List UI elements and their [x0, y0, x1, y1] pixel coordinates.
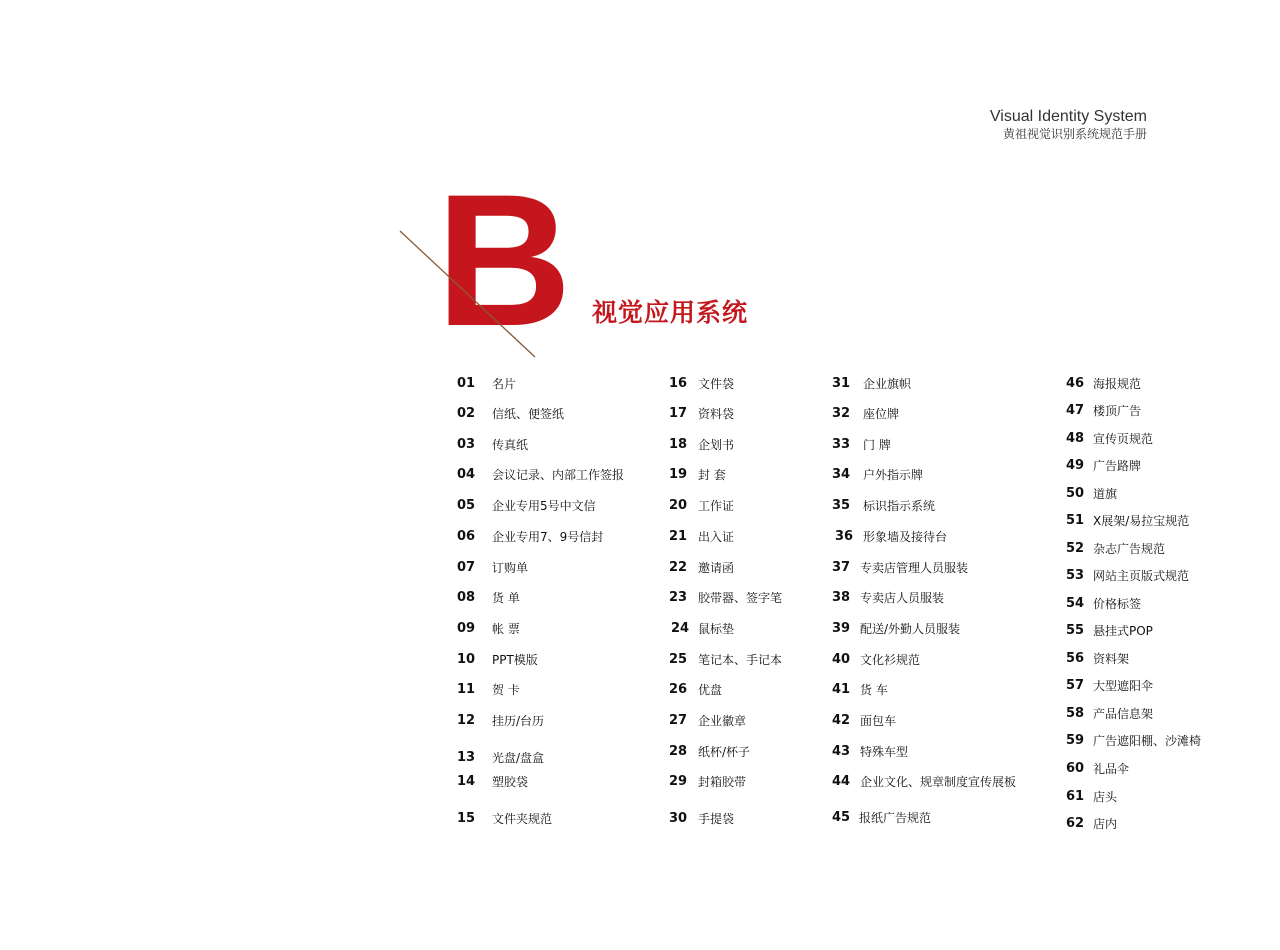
- toc-item-number: 07: [457, 560, 476, 575]
- toc-item-label: 鼠标垫: [698, 622, 735, 636]
- toc-item-number: 28: [669, 744, 688, 759]
- toc-item-number: 06: [457, 529, 476, 544]
- toc-item-label: 报纸广告规范: [859, 811, 932, 825]
- toc-item-label: 大型遮阳伞: [1093, 679, 1154, 693]
- toc-item-number: 59: [1066, 733, 1085, 748]
- toc-item-number: 17: [669, 406, 688, 421]
- toc-item-number: 27: [669, 713, 688, 728]
- toc-item-number: 14: [457, 774, 476, 789]
- toc-item-number: 61: [1066, 789, 1085, 804]
- toc-item-number: 46: [1066, 376, 1085, 391]
- toc-item-number: 48: [1066, 431, 1085, 446]
- toc-item-number: 02: [457, 406, 476, 421]
- toc-item-label: 道旗: [1093, 487, 1118, 501]
- toc-item-number: 19: [669, 467, 688, 482]
- toc-item-number: 52: [1066, 541, 1085, 556]
- toc-item-label: 文化衫规范: [860, 653, 921, 667]
- toc-item-label: 企业旗帜: [863, 377, 912, 391]
- toc-item-label: 店内: [1093, 817, 1118, 831]
- toc-item-label: 工作证: [698, 499, 735, 513]
- header: [990, 107, 1147, 142]
- toc-item-label: 面包车: [860, 714, 897, 728]
- toc-item-label: 胶带器、签字笔: [698, 591, 783, 605]
- toc-item-number: 45: [832, 810, 851, 825]
- toc-item-label: 文件夹规范: [492, 812, 553, 826]
- toc-item-number: 15: [457, 811, 476, 826]
- toc-item-number: 20: [669, 498, 688, 513]
- toc-item-label: 邀请函: [698, 561, 735, 575]
- toc-item-label: 光盘/盘盒: [492, 751, 545, 765]
- toc-item-number: 41: [832, 682, 851, 697]
- toc-item-label: 笔记本、手记本: [698, 653, 783, 667]
- toc-item-label: 纸杯/杯子: [698, 745, 751, 759]
- toc-item-number: 09: [457, 621, 476, 636]
- toc-item-number: 62: [1066, 816, 1085, 831]
- toc-item-label: 广告遮阳棚、沙滩椅: [1093, 734, 1202, 748]
- toc-item-label: 宣传页规范: [1093, 432, 1154, 446]
- toc-item-number: 18: [669, 437, 688, 452]
- toc-item-label: 手提袋: [698, 812, 735, 826]
- toc-item-label: 名片: [492, 377, 517, 391]
- toc-item-number: 50: [1066, 486, 1085, 501]
- toc-item-label: 优盘: [698, 683, 723, 697]
- section-title: 视觉应用系统: [592, 298, 749, 327]
- toc-item-number: 04: [457, 467, 476, 482]
- toc-item-label: 网站主页版式规范: [1093, 569, 1190, 583]
- toc-item-number: 38: [832, 590, 851, 605]
- toc-item-label: 企业专用5号中文信: [492, 499, 596, 513]
- toc-item-number: 13: [457, 750, 476, 765]
- toc-item-label: 广告路牌: [1093, 459, 1142, 473]
- toc-item-number: 30: [669, 811, 688, 826]
- section-letter: B: [436, 155, 572, 365]
- toc-item-number: 39: [832, 621, 851, 636]
- toc-item-label: 特殊车型: [860, 745, 909, 759]
- toc-item-label: 封 套: [698, 468, 726, 482]
- toc-item-number: 11: [457, 682, 476, 697]
- toc-item-number: 34: [832, 467, 851, 482]
- toc-item-label: 产品信息架: [1093, 707, 1154, 721]
- toc-item-label: 货 车: [860, 683, 888, 697]
- toc-item-label: 海报规范: [1093, 377, 1142, 391]
- toc-item-label: 户外指示牌: [863, 468, 924, 482]
- toc-item-label: PPT模版: [492, 653, 538, 667]
- toc-item-number: 36: [835, 529, 854, 544]
- toc-item-label: 专卖店管理人员服装: [860, 561, 969, 575]
- toc-item-label: 文件袋: [698, 377, 735, 391]
- toc-item-label: 货 单: [492, 591, 520, 605]
- toc-item-number: 31: [832, 376, 851, 391]
- toc-item-label: 专卖店人员服装: [860, 591, 945, 605]
- toc-item-label: 封箱胶带: [698, 775, 747, 789]
- toc-item-number: 58: [1066, 706, 1085, 721]
- toc-item-number: 10: [457, 652, 476, 667]
- toc-item-label: 价格标签: [1093, 597, 1142, 611]
- toc-item-label: 店头: [1093, 790, 1118, 804]
- toc-item-label: 杂志广告规范: [1093, 542, 1166, 556]
- toc-item-label: 传真纸: [492, 438, 529, 452]
- toc-item-number: 43: [832, 744, 851, 759]
- toc-item-label: 出入证: [698, 530, 735, 544]
- toc-item-number: 47: [1066, 403, 1085, 418]
- toc-item-number: 26: [669, 682, 688, 697]
- toc-item-label: 门 牌: [863, 438, 891, 452]
- toc-item-number: 49: [1066, 458, 1085, 473]
- toc-item-number: 37: [832, 560, 851, 575]
- toc-item-label: 企划书: [698, 438, 735, 452]
- toc-item-label: 会议记录、内部工作签报: [492, 468, 625, 482]
- toc-item-number: 22: [669, 560, 688, 575]
- toc-item-label: 信纸、便签纸: [492, 407, 565, 421]
- toc-item-number: 57: [1066, 678, 1085, 693]
- toc-item-number: 53: [1066, 568, 1085, 583]
- toc-item-number: 05: [457, 498, 476, 513]
- toc-item-label: 礼品伞: [1093, 762, 1130, 776]
- toc-item-number: 60: [1066, 761, 1085, 776]
- toc-item-number: 35: [832, 498, 851, 513]
- toc-item-number: 03: [457, 437, 476, 452]
- toc-item-number: 16: [669, 376, 688, 391]
- toc-item-label: 标识指示系统: [863, 499, 936, 513]
- toc-item-label: 挂历/台历: [492, 714, 545, 728]
- toc-item-number: 29: [669, 774, 688, 789]
- toc-item-label: 资料架: [1093, 652, 1130, 666]
- diagonal-slash-line: [398, 229, 538, 359]
- toc-item-number: 24: [671, 621, 690, 636]
- header-title-en: Visual Identity System: [989, 108, 1147, 125]
- toc-item-number: 23: [669, 590, 688, 605]
- toc-item-label: 帐 票: [492, 622, 520, 636]
- toc-item-label: 资料袋: [698, 407, 735, 421]
- toc-item-number: 56: [1066, 651, 1085, 666]
- toc-item-number: 25: [669, 652, 688, 667]
- toc-item-number: 08: [457, 590, 476, 605]
- toc-item-number: 01: [457, 376, 476, 391]
- toc-item-label: 企业徽章: [698, 714, 747, 728]
- toc-item-number: 12: [457, 713, 476, 728]
- header-title-cn: 黄祖视觉识别系统规范手册: [1002, 127, 1147, 141]
- toc-item-number: 33: [832, 437, 851, 452]
- toc-item-label: 塑胶袋: [492, 775, 529, 789]
- toc-item-label: 悬挂式POP: [1093, 624, 1153, 638]
- toc-item-number: 42: [832, 713, 851, 728]
- toc-item-number: 44: [832, 774, 851, 789]
- toc-item-number: 51: [1066, 513, 1085, 528]
- toc-item-label: X展架/易拉宝规范: [1093, 514, 1190, 528]
- toc-item-label: 贺 卡: [492, 683, 520, 697]
- toc-item-label: 企业专用7、9号信封: [492, 530, 604, 544]
- toc-item-label: 形象墙及接待台: [863, 530, 948, 544]
- toc-item-label: 企业文化、规章制度宣传展板: [860, 775, 1017, 789]
- toc-item-number: 32: [832, 406, 851, 421]
- toc-item-number: 40: [832, 652, 851, 667]
- toc-item-number: 55: [1066, 623, 1085, 638]
- toc-item-number: 54: [1066, 596, 1085, 611]
- toc-item-label: 楼顶广告: [1093, 404, 1142, 418]
- toc-item-label: 订购单: [492, 561, 529, 575]
- toc-item-number: 21: [669, 529, 688, 544]
- toc-item-label: 座位牌: [863, 407, 900, 421]
- toc-item-label: 配送/外勤人员服装: [860, 622, 961, 636]
